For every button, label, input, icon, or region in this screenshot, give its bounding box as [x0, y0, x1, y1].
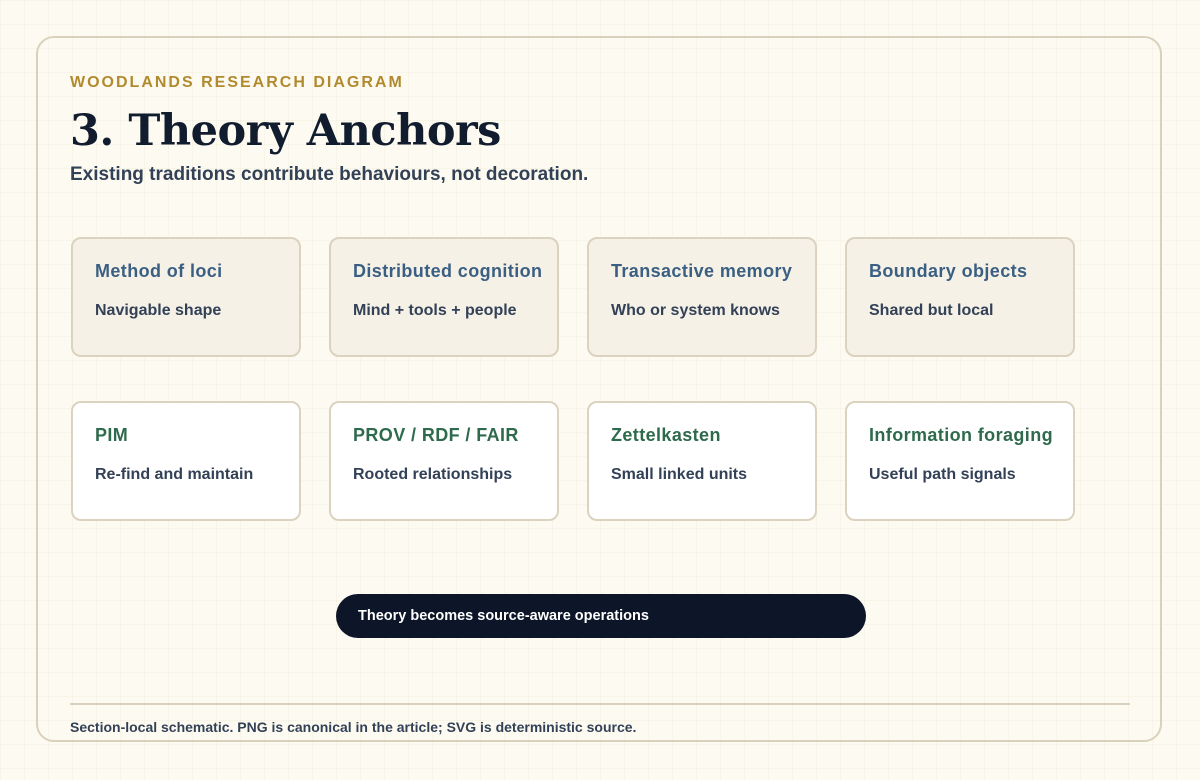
card-subtitle: Re-find and maintain	[95, 466, 254, 483]
footer-note: Section-local schematic. PNG is canonical in the article; SVG is deterministic source.	[70, 719, 637, 735]
card-title: Zettelkasten	[611, 425, 721, 445]
card-distributed-cognition	[329, 237, 559, 357]
card-title: Distributed cognition	[353, 261, 543, 281]
card-subtitle: Who or system knows	[611, 302, 780, 319]
card-title: PROV / RDF / FAIR	[353, 425, 519, 445]
card-boundary-objects	[845, 237, 1075, 357]
card-transactive-memory	[587, 237, 817, 357]
page-title: 3. Theory Anchors	[70, 106, 501, 156]
card-prov-rdf-fair	[329, 401, 559, 521]
eyebrow-label: WOODLANDS RESEARCH DIAGRAM	[70, 74, 404, 91]
card-method-of-loci	[71, 237, 301, 357]
card-subtitle: Navigable shape	[95, 302, 222, 319]
card-subtitle: Mind + tools + people	[353, 302, 517, 319]
summary-banner-text: Theory becomes source-aware operations	[358, 608, 649, 624]
card-title: Transactive memory	[611, 261, 793, 281]
page-subtitle: Existing traditions contribute behaviours, not decoration.	[70, 164, 589, 185]
card-pim	[71, 401, 301, 521]
card-information-foraging	[845, 401, 1075, 521]
card-subtitle: Shared but local	[869, 302, 994, 319]
card-title: Boundary objects	[869, 261, 1028, 281]
card-zettelkasten	[587, 401, 817, 521]
card-title: PIM	[95, 425, 129, 445]
card-title: Method of loci	[95, 261, 223, 281]
card-subtitle: Small linked units	[611, 466, 748, 483]
card-subtitle: Useful path signals	[869, 466, 1016, 483]
footer-divider	[70, 703, 1130, 705]
card-title: Information foraging	[869, 425, 1053, 445]
card-subtitle: Rooted relationships	[353, 466, 513, 483]
summary-banner	[336, 594, 866, 638]
